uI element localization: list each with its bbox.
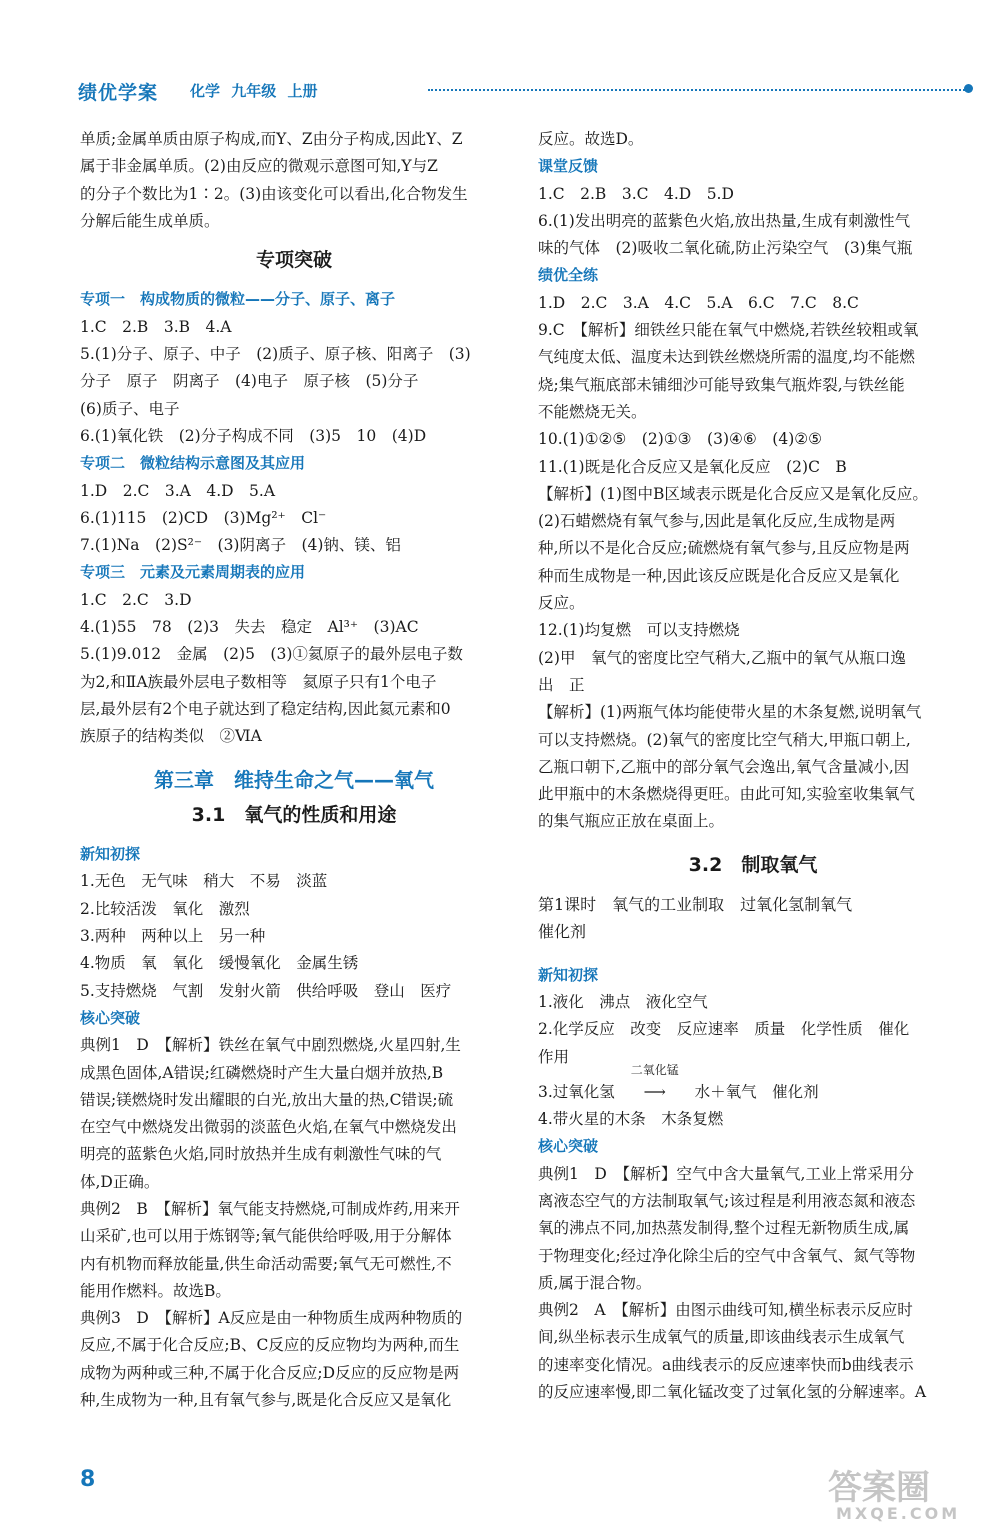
text-line: 族原子的结构类似 ②ⅥA xyxy=(80,727,262,746)
text-line: 种,生成物为一种,且有氧气参与,既是化合反应又是氧化 xyxy=(80,1391,452,1410)
text-line: 成物为两种或三种,不属于化合反应;D反应的反应物是两 xyxy=(80,1363,460,1382)
text-line: 12.(1)均复燃 可以支持燃烧 xyxy=(538,621,740,640)
text-line: 体,D正确。 xyxy=(80,1172,160,1191)
text-line: 1.C 2.B 3.B 4.A xyxy=(80,317,232,336)
feedback-heading: 课堂反馈 xyxy=(538,157,599,176)
text-line: 6.(1)氧化铁 (2)分子构成不同 (3)5 10 (4)D xyxy=(80,426,427,445)
text-line: 氧的沸点不同,加热蒸发制得,整个过程无新物质生成,属 xyxy=(538,1219,910,1238)
text-line: 分解后能生成单质。 xyxy=(80,211,220,230)
text-line: 为2,和ⅡA族最外层电子数相等 氦原子只有1个电子 xyxy=(80,672,437,691)
topic3-heading: 专项三 元素及元素周期表的应用 xyxy=(80,563,306,582)
watermark-title: 答案圈 xyxy=(828,1468,930,1508)
text-line: 5.(1)9.012 金属 (2)5 (3)①氦原子的最外层电子数 xyxy=(80,645,463,664)
text-line: 层,最外层有2个电子就达到了稳定结构,因此氦元素和0 xyxy=(80,699,451,718)
text-line: (2)石蜡燃烧有氧气参与,因此是氧化反应,生成物是两 xyxy=(538,512,896,531)
text-line: 山采矿,也可以用于炼钢等;氧气能供给呼吸,用于分解体 xyxy=(80,1227,452,1246)
text-line: 1.C 2.B 3.C 4.D 5.D xyxy=(538,184,734,203)
text-line: 典例2 B 【解析】氧气能支持燃烧,可制成炸药,用来开 xyxy=(80,1199,460,1218)
header-divider xyxy=(428,89,968,91)
text-line: 4.带火星的木条 木条复燃 xyxy=(538,1110,724,1129)
arrow-icon: ⟶ xyxy=(643,1082,666,1101)
text-line: 典例3 D 【解析】A反应是由一种物质生成两种物质的 xyxy=(80,1309,463,1328)
text-line: 6.(1)发出明亮的蓝紫色火焰,放出热量,生成有刺激性气 xyxy=(538,211,911,230)
equation-catalyst: 二氧化锰 xyxy=(630,1062,679,1077)
text-line: 于物理变化;经过净化除尘后的空气中含氧气、氮气等物 xyxy=(538,1246,916,1265)
equation-reactant: 3.过氧化氢 xyxy=(538,1082,615,1101)
text-line: 7.(1)Na (2)S²⁻ (3)阴离子 (4)钠、镁、铝 xyxy=(80,536,401,555)
text-line: 作用 xyxy=(538,1047,570,1066)
text-line: 的速率变化情况。a曲线表示的反应速率快而b曲线表示 xyxy=(538,1355,914,1374)
section-heading-3-2: 3.2 制取氧气 xyxy=(688,853,818,876)
text-line: 明亮的蓝紫色火焰,同时放热并生成有刺激性气味的气 xyxy=(80,1145,442,1164)
watermark xyxy=(822,1458,982,1528)
text-line: 烧;集气瓶底部未铺细沙可能导致集气瓶炸裂,与铁丝能 xyxy=(538,375,905,394)
text-line: 在空气中燃烧发出微弱的淡蓝色火焰,在氧气中燃烧发出 xyxy=(80,1118,457,1137)
text-line: 10.(1)①②⑤ (2)①③ (3)④⑥ (4)②⑤ xyxy=(538,430,823,449)
text-line: 典例1 D 【解析】空气中含大量氧气,工业上常采用分 xyxy=(538,1164,914,1183)
text-line: 能用作燃料。故选B。 xyxy=(80,1281,231,1300)
text-line: 乙瓶口朝下,乙瓶中的部分氧气会逸出,氧气含量减小,因 xyxy=(538,757,910,776)
core-heading: 核心突破 xyxy=(80,1008,141,1027)
text-line: 内有机物而释放能量,供生命活动需要;氧气无可燃性,不 xyxy=(80,1254,452,1273)
text-line: 3.两种 两种以上 另一种 xyxy=(80,927,266,946)
text-line: 1.液化 沸点 液化空气 xyxy=(538,992,708,1011)
text-line: 出 正 xyxy=(538,675,585,694)
watermark-url: MXQE.COM xyxy=(836,1504,961,1523)
text-line: 4.(1)55 78 (2)3 失去 稳定 Al³⁺ (3)AC xyxy=(80,618,419,637)
text-line: 气纯度太低、温度未达到铁丝燃烧所需的温度,均不能燃 xyxy=(538,348,915,367)
header-dot-icon xyxy=(964,84,973,93)
text-line: 的分子个数比为1∶2。(3)由该变化可以看出,化合物发生 xyxy=(80,184,468,203)
text-line: 离液态空气的方法制取氧气;该过程是利用液态氮和液态 xyxy=(538,1191,916,1210)
chapter-heading: 第三章 维持生命之气——氧气 xyxy=(154,767,434,792)
text-line: 单质;金属单质由原子构成,而Y、Z由分子构成,因此Y、Z xyxy=(80,130,463,148)
text-line: 错误;镁燃烧时发出耀眼的白光,放出大量的热,C错误;硫 xyxy=(80,1090,454,1109)
text-line: 4.物质 氧 氧化 缓慢氧化 金属生锈 xyxy=(80,954,359,973)
text-line: 属于非金属单质。(2)由反应的微观示意图可知,Y与Z xyxy=(80,157,438,176)
section-heading: 3.1 氧气的性质和用途 xyxy=(191,803,397,826)
special-heading: 专项突破 xyxy=(255,249,332,272)
text-line: (2)甲 氧气的密度比空气稍大,乙瓶中的氧气从瓶口逸 xyxy=(538,648,906,667)
text-line: 5.(1)分子、原子、中子 (2)质子、原子核、阳离子 (3) xyxy=(80,345,471,364)
book-subject: 化学 九年级 上册 xyxy=(190,82,318,100)
text-line: 的集气瓶应正放在桌面上。 xyxy=(538,812,725,831)
lesson-title-cont: 催化剂 xyxy=(538,922,587,942)
text-line: 1.无色 无气味 稍大 不易 淡蓝 xyxy=(80,872,328,891)
equation-arrow xyxy=(620,1062,690,1106)
text-line: 2.比较活泼 氧化 激烈 xyxy=(80,899,250,918)
text-line: 2.化学反应 改变 反应速率 质量 化学性质 催化 xyxy=(538,1020,910,1039)
text-line: 典例1 D 【解析】铁丝在氧气中剧烈燃烧,火星四射,生 xyxy=(80,1036,461,1055)
text-line: 6.(1)115 (2)CD (3)Mg²⁺ Cl⁻ xyxy=(80,508,327,527)
core-heading-2: 核心突破 xyxy=(538,1137,599,1156)
page-header xyxy=(78,78,978,108)
equation-line xyxy=(538,1062,968,1106)
practice-heading: 绩优全练 xyxy=(538,266,599,285)
text-line: 1.D 2.C 3.A 4.C 5.A 6.C 7.C 8.C xyxy=(538,293,859,312)
text-line: 种,所以不是化合反应;硫燃烧有氧气参与,且反应物是两 xyxy=(538,539,910,558)
text-line: 典例2 A 【解析】由图示曲线可知,横坐标表示反应时 xyxy=(538,1301,913,1320)
book-logo: 绩优学案 xyxy=(78,82,159,104)
left-column xyxy=(80,126,508,1414)
text-line: 质,属于混合物。 xyxy=(538,1273,652,1292)
page-number: 8 xyxy=(80,1467,96,1492)
lesson-title: 第1课时 氧气的工业制取 过氧化氢制氧气 xyxy=(538,895,853,915)
text-line: (6)质子、电子 xyxy=(80,399,180,418)
text-line: 9.C 【解析】细铁丝只能在氧气中燃烧,若铁丝较粗或氧 xyxy=(538,321,919,340)
text-line: 可以支持燃烧。(2)氧气的密度比空气稍大,甲瓶口朝上, xyxy=(538,730,911,749)
text-line: 【解析】(1)图中B区域表示既是化合反应又是氧化反应。 xyxy=(538,484,928,503)
right-column xyxy=(538,126,968,1406)
text-line: 的反应速率慢,即二氧化锰改变了过氧化氢的分解速率。A xyxy=(538,1383,927,1402)
text-line: 成黑色固体,A错误;红磷燃烧时产生大量白烟并放热,B xyxy=(80,1063,444,1082)
new-knowledge-heading-2: 新知初探 xyxy=(538,965,599,984)
text-line: 反应。故选D。 xyxy=(538,130,644,148)
text-line: 5.支持燃烧 气割 发射火箭 供给呼吸 登山 医疗 xyxy=(80,981,452,1000)
text-line: 【解析】(1)两瓶气体均能使带火星的木条复燃,说明氧气 xyxy=(538,703,922,722)
equation-products: 水＋氧气 催化剂 xyxy=(694,1082,819,1101)
text-line: 反应。 xyxy=(538,594,585,613)
new-knowledge-heading: 新知初探 xyxy=(80,845,141,864)
text-line: 种而生成物是一种,因此该反应既是化合反应又是氧化 xyxy=(538,566,900,585)
text-line: 分子 原子 阴离子 (4)电子 原子核 (5)分子 xyxy=(80,372,419,391)
topic2-heading: 专项二 微粒结构示意图及其应用 xyxy=(80,454,306,473)
text-line: 反应,不属于化合反应;B、C反应的反应物均为两种,而生 xyxy=(80,1336,460,1355)
text-line: 不能燃烧无关。 xyxy=(538,402,647,421)
text-line: 11.(1)既是化合反应又是氧化反应 (2)C B xyxy=(538,457,847,476)
text-line: 此甲瓶中的木条燃烧得更旺。由此可知,实验室收集氧气 xyxy=(538,785,915,804)
text-line: 味的气体 (2)吸收二氧化硫,防止污染空气 (3)集气瓶 xyxy=(538,239,913,258)
text-line: 间,纵坐标表示生成氧气的质量,即该曲线表示生成氧气 xyxy=(538,1328,905,1347)
text-line: 1.D 2.C 3.A 4.D 5.A xyxy=(80,481,276,500)
text-line: 1.C 2.C 3.D xyxy=(80,590,192,609)
topic1-heading: 专项一 构成物质的微粒——分子、原子、离子 xyxy=(80,290,396,309)
